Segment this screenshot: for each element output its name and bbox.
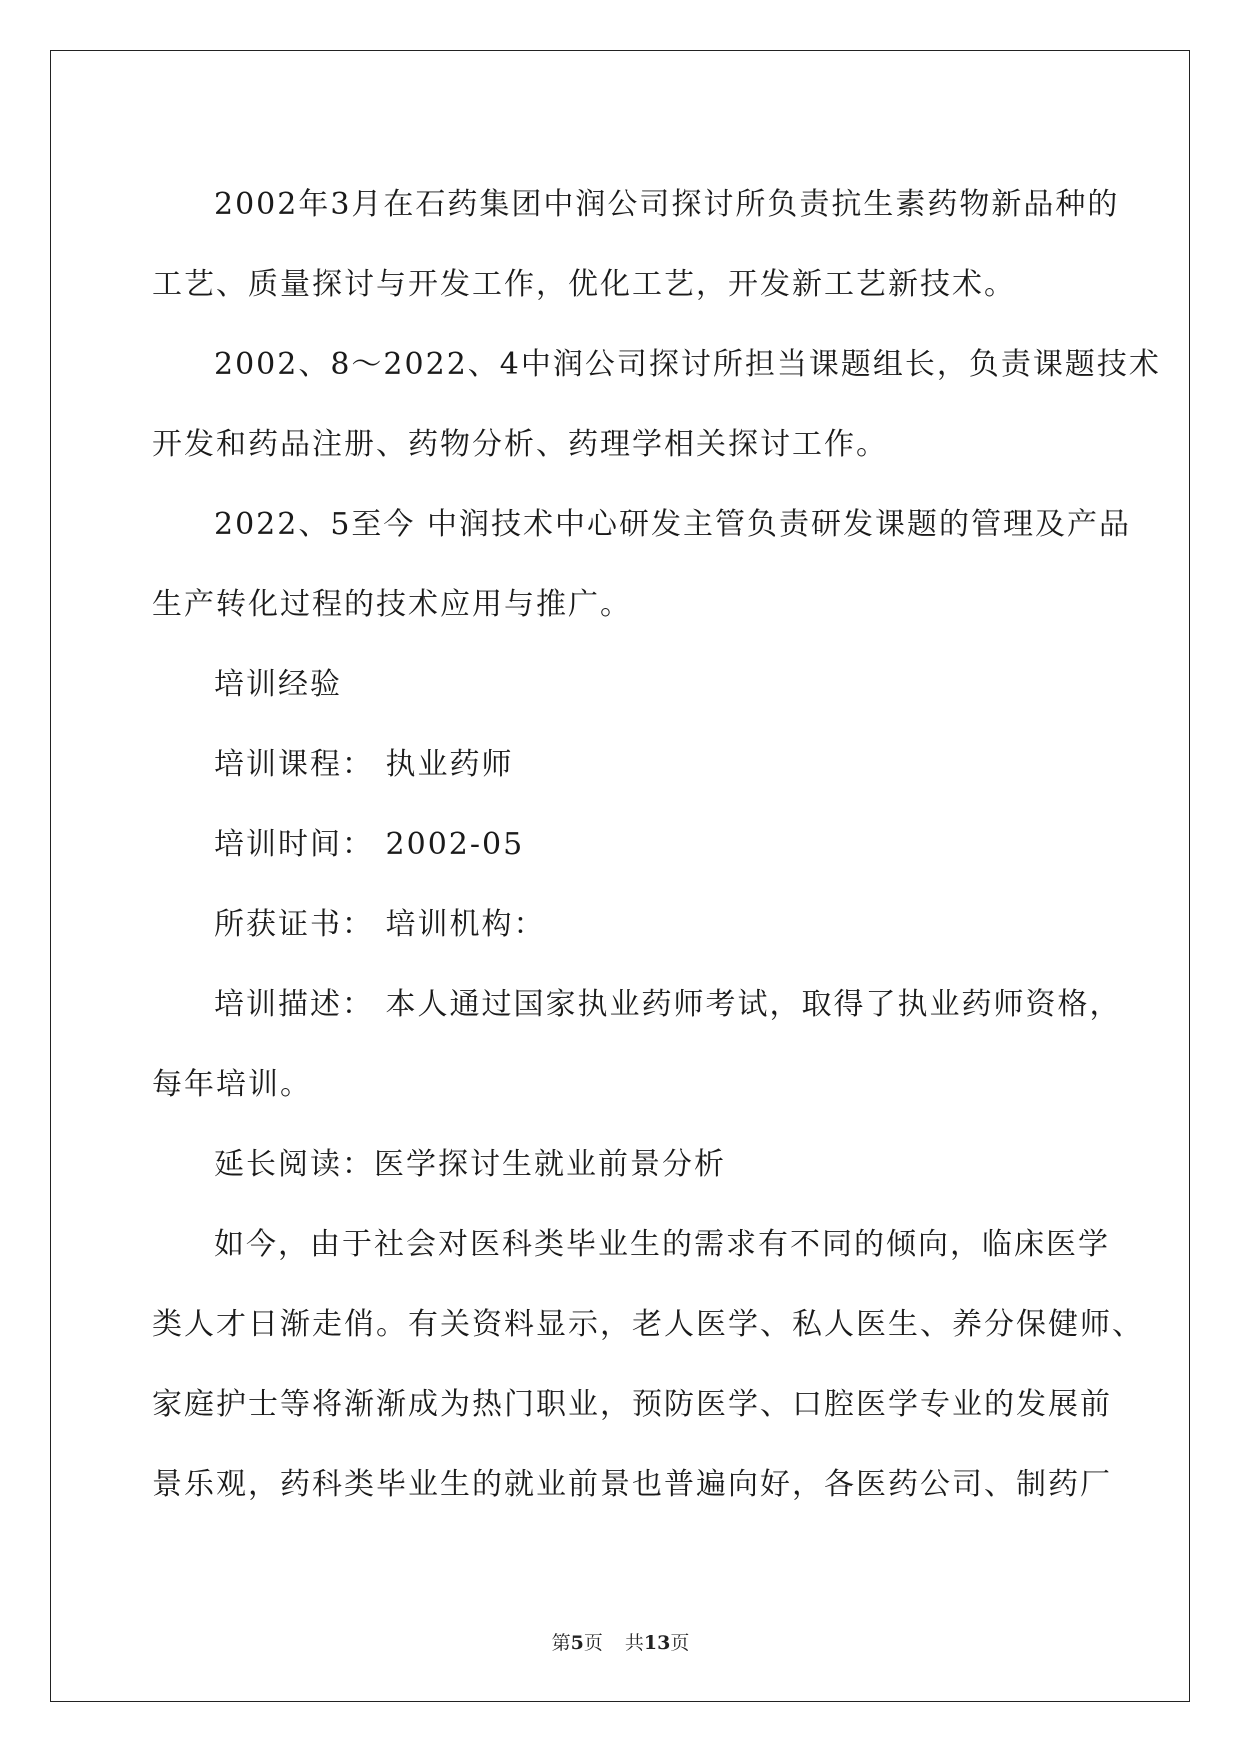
training-description-line: 培训描述： 本人通过国家执业药师考试，取得了执业药师资格， xyxy=(214,987,1122,1022)
paragraph-line: 2002、8～2022、4中润公司探讨所担当课题组长，负责课题技术 xyxy=(214,347,1161,382)
paragraph-line: 工艺、质量探讨与开发工作，优化工艺，开发新工艺新技术。 xyxy=(152,267,1016,302)
document-body xyxy=(152,165,1161,1525)
footer-page-prefix: 第 xyxy=(551,1632,571,1654)
footer-total-prefix: 共 xyxy=(624,1632,644,1654)
footer-page-suffix: 页 xyxy=(583,1632,603,1654)
paragraph-line: 家庭护士等将渐渐成为热门职业，预防医学、口腔医学专业的发展前 xyxy=(152,1387,1112,1422)
section-heading: 培训经验 xyxy=(214,667,342,702)
paragraph-line: 类人才日渐走俏。有关资料显示，老人医学、私人医生、养分保健师、 xyxy=(152,1307,1144,1342)
training-time-line: 培训时间： 2002-05 xyxy=(214,827,525,862)
extended-reading-heading: 延长阅读：医学探讨生就业前景分析 xyxy=(214,1147,726,1182)
page-footer xyxy=(0,1628,1241,1655)
paragraph-line: 2002年3月在石药集团中润公司探讨所负责抗生素药物新品种的 xyxy=(214,187,1120,222)
paragraph-line: 如今，由于社会对医科类毕业生的需求有不同的倾向，临床医学 xyxy=(214,1227,1110,1262)
training-course-line: 培训课程： 执业药师 xyxy=(214,747,514,782)
current-page-number: 5 xyxy=(570,1632,584,1654)
paragraph-line: 生产转化过程的技术应用与推广。 xyxy=(152,587,632,622)
certificate-line: 所获证书： 培训机构： xyxy=(214,907,546,942)
paragraph-line: 2022、5至今 中润技术中心研发主管负责研发课题的管理及产品 xyxy=(214,507,1131,542)
paragraph-line: 每年培训。 xyxy=(152,1067,312,1102)
paragraph-line: 景乐观，药科类毕业生的就业前景也普遍向好，各医药公司、制药厂 xyxy=(152,1467,1112,1502)
footer-total-suffix: 页 xyxy=(670,1632,690,1654)
total-page-count: 13 xyxy=(643,1632,671,1654)
paragraph-line: 开发和药品注册、药物分析、药理学相关探讨工作。 xyxy=(152,427,888,462)
